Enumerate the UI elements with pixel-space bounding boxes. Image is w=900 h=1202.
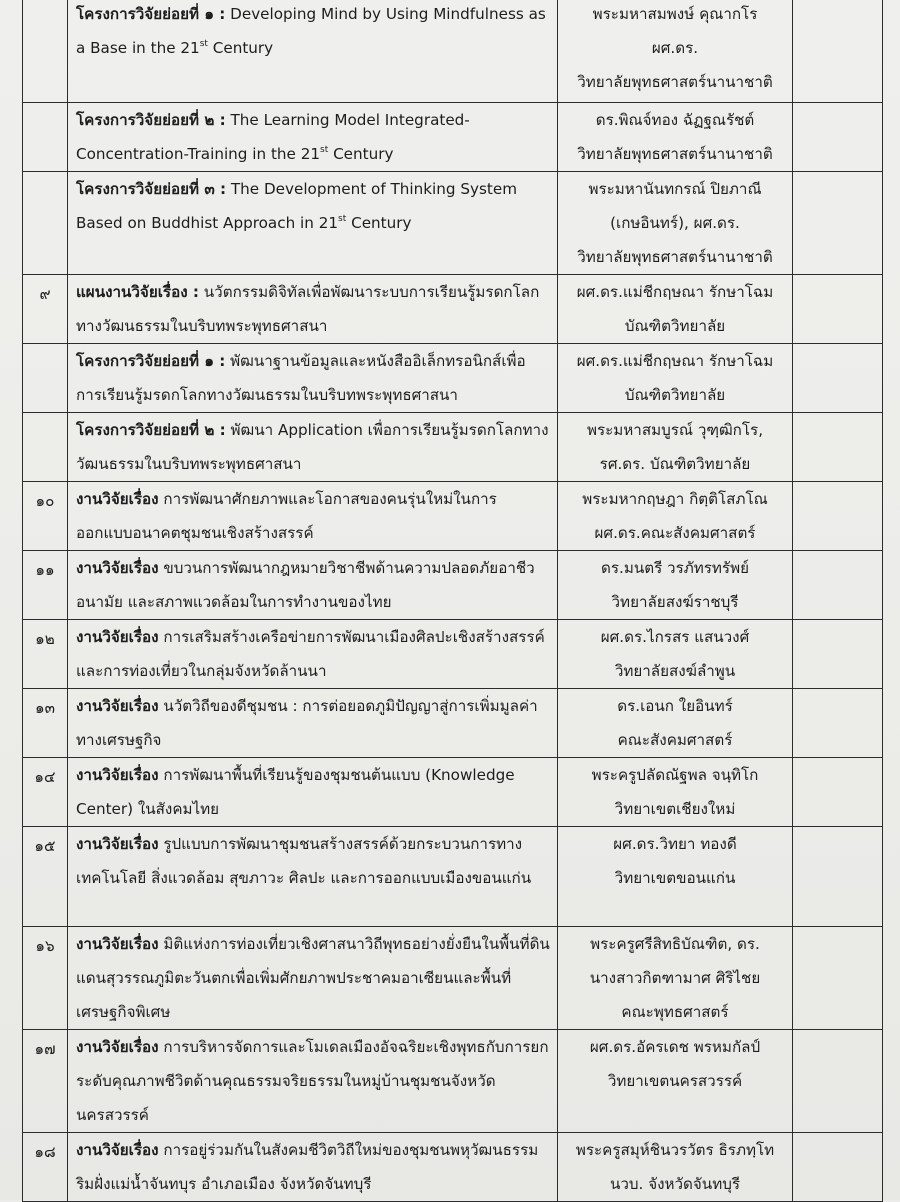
ordinal-superscript: st: [320, 145, 329, 155]
row-number: [23, 1133, 68, 1202]
project-title-text: พัฒนา Application เพื่อการเรียนรู้มรดกโลกทางวัฒนธรรมในบริบทพระพุทธศาสนา: [76, 421, 549, 473]
row-number-text: ๑๗: [34, 1040, 56, 1058]
researcher-line: พระมหากฤษฎา กิตฺติโสภโณ: [582, 490, 768, 508]
empty-cell: [793, 689, 883, 758]
table-row: [23, 551, 883, 620]
row-number: [23, 482, 68, 551]
project-label: งานวิจัยเรื่อง: [76, 628, 159, 646]
researcher-cell: [558, 551, 793, 620]
project-title-suffix: Century: [207, 39, 274, 57]
researcher-cell: [558, 103, 793, 172]
project-title: [68, 413, 558, 482]
researcher-cell: [558, 1133, 793, 1202]
empty-cell: [793, 827, 883, 927]
row-number: [23, 344, 68, 413]
project-title-text: นวัตกรรมดิจิทัลเพื่อพัฒนาระบบการเรียนรู้มรดกโลกทางวัฒนธรรมในบริบทพระพุทธศาสนา: [76, 283, 540, 335]
project-label: งานวิจัยเรื่อง: [76, 697, 159, 715]
project-title: [68, 758, 558, 827]
row-number: [23, 758, 68, 827]
researcher-line: วิทยาเขตเชียงใหม่: [614, 800, 736, 818]
researcher-line: ผศ.ดร.แม่ชีกฤษณา รักษาโฉม: [576, 352, 774, 370]
project-title: [68, 689, 558, 758]
empty-cell: [793, 172, 883, 275]
row-number: [23, 103, 68, 172]
project-title: [68, 1133, 558, 1202]
empty-cell: [793, 1030, 883, 1133]
row-number-text: ๑๓: [34, 699, 56, 717]
row-number: [23, 689, 68, 758]
project-label: งานวิจัยเรื่อง: [76, 490, 159, 508]
table-row: [23, 0, 883, 103]
table-row: [23, 482, 883, 551]
row-number: [23, 275, 68, 344]
row-number: [23, 1030, 68, 1133]
researcher-cell: [558, 0, 793, 103]
researcher-cell: [558, 689, 793, 758]
researcher-line: บัณฑิตวิทยาลัย: [624, 386, 726, 404]
researcher-line: ดร.พิณจ์ทอง ฉัฏฐณรัชต์: [595, 111, 755, 129]
researcher-cell: [558, 927, 793, 1030]
research-table: [22, 0, 883, 1202]
project-label: แผนงานวิจัยเรื่อง :: [76, 283, 199, 301]
researcher-cell: [558, 275, 793, 344]
empty-cell: [793, 1133, 883, 1202]
table-row: [23, 1030, 883, 1133]
empty-cell: [793, 758, 883, 827]
project-title-text: การพัฒนาพื้นที่เรียนรู้ของชุมชนต้นแบบ (Knowledge Center) ในสังคมไทย: [76, 766, 515, 818]
project-title-text: พัฒนาฐานข้อมูลและหนังสืออิเล็กทรอนิกส์เพื่อการเรียนรู้มรดกโลกทางวัฒนธรรมในบริบทพระพุทธศาสนา: [76, 352, 526, 404]
row-number-text: ๑๖: [35, 937, 55, 955]
project-title: [68, 827, 558, 927]
researcher-cell: [558, 413, 793, 482]
researcher-line: นางสาวกิตฑามาศ ศิริไชย: [589, 969, 761, 987]
researcher-cell: [558, 1030, 793, 1133]
table-row: [23, 620, 883, 689]
table-row: [23, 103, 883, 172]
researcher-line: พระครูปลัดณัฐพล จนฺทิโก: [591, 766, 759, 784]
empty-cell: [793, 927, 883, 1030]
row-number-text: ๙: [39, 285, 51, 303]
researcher-line: วิทยาลัยสงฆ์ราชบุรี: [611, 593, 739, 611]
row-number-text: [23, 172, 67, 174]
project-label: โครงการวิจัยย่อยที่ ๒ :: [76, 421, 226, 439]
row-number: [23, 0, 68, 103]
table-row: [23, 344, 883, 413]
row-number-text: ๑๘: [34, 1143, 56, 1161]
researcher-line: (เกษอินทร์), ผศ.ดร.: [610, 214, 740, 232]
row-number-text: [23, 413, 67, 415]
project-label: งานวิจัยเรื่อง: [76, 1141, 159, 1159]
project-title-text: ขบวนการพัฒนากฎหมายวิชาชีพด้านความปลอดภัยอาชีวอนามัย และสภาพแวดล้อมในการทำงานของไทย: [76, 559, 535, 611]
project-title-text: การบริหารจัดการและโมเดลเมืองอัจฉริยะเชิงพุทธกับการยกระดับคุณภาพชีวิตด้านคุณธรรมจริยธรรมในหมู่บ้านชุมชนจังหวัดนครสวรรค์: [76, 1038, 549, 1124]
row-number: [23, 927, 68, 1030]
empty-cell: [793, 344, 883, 413]
row-number-text: ๑๔: [34, 768, 56, 786]
row-number-text: ๑๕: [34, 837, 56, 855]
researcher-line: บัณฑิตวิทยาลัย: [624, 317, 726, 335]
project-label: งานวิจัยเรื่อง: [76, 835, 159, 853]
researcher-line: พระมหานันทกรณ์ ปิยภาณี: [588, 180, 762, 198]
project-label: งานวิจัยเรื่อง: [76, 1038, 159, 1056]
project-title-text: การเสริมสร้างเครือข่ายการพัฒนาเมืองศิลปะเชิงสร้างสรรค์และการท่องเที่ยวในกลุ่มจังหวัดล้านนา: [76, 628, 545, 680]
researcher-line: วิทยาลัยพุทธศาสตร์นานาชาติ: [577, 145, 773, 163]
researcher-line: ผศ.ดร.แม่ชีกฤษณา รักษาโฉม: [576, 283, 774, 301]
project-title: [68, 275, 558, 344]
researcher-line: พระมหาสมบูรณ์ วุฑฺฒิกโร,: [586, 421, 764, 439]
researcher-line: นวบ. จังหวัดจันทบุรี: [609, 1175, 740, 1193]
project-label: โครงการวิจัยย่อยที่ ๓ :: [76, 180, 227, 198]
project-title: [68, 620, 558, 689]
researcher-line: ผศ.ดร.คณะสังคมศาสตร์: [594, 524, 756, 542]
table-row: [23, 275, 883, 344]
empty-cell: [793, 551, 883, 620]
project-title-text: มิติแห่งการท่องเที่ยวเชิงศาสนาวิถีพุทธอย่างยั่งยืนในพื้นที่ดินแดนสุวรรณภูมิตะวันตกเพื่อเพิ่มศักยภาพประชาคมอาเซียนและพื้นที่เศรษฐกิจพิเศษ: [76, 935, 550, 1021]
project-title: [68, 482, 558, 551]
project-label: งานวิจัยเรื่อง: [76, 766, 159, 784]
empty-cell: [793, 413, 883, 482]
project-title: [68, 172, 558, 275]
project-label: โครงการวิจัยย่อยที่ ๑ :: [76, 5, 226, 23]
researcher-cell: [558, 758, 793, 827]
project-title-text: นวัตวิถีของดีชุมชน : การต่อยอดภูมิปัญญาสู่การเพิ่มมูลค่าทางเศรษฐกิจ: [76, 697, 538, 749]
row-number-text: [23, 344, 67, 346]
table-row: [23, 1133, 883, 1202]
empty-cell: [793, 275, 883, 344]
row-number: [23, 827, 68, 927]
table-row: [23, 758, 883, 827]
table-row: [23, 413, 883, 482]
empty-cell: [793, 620, 883, 689]
table-row: [23, 172, 883, 275]
empty-cell: [793, 103, 883, 172]
researcher-cell: [558, 620, 793, 689]
researcher-line: ผศ.ดร.วิทยา ทองดี: [613, 835, 737, 853]
project-title-text: การพัฒนาศักยภาพและโอกาสของคนรุ่นใหม่ในการออกแบบอนาคตชุมชนเชิงสร้างสรรค์: [76, 490, 497, 542]
project-title-text: การอยู่ร่วมกันในสังคมชีวิตวิถีใหม่ของชุมชนพหุวัฒนธรรมริมฝั่งแม่น้ำจันทบุร อำเภอเมือง จังหวัดจันทบุรี: [76, 1141, 539, 1193]
row-number: [23, 551, 68, 620]
project-label: โครงการวิจัยย่อยที่ ๑ :: [76, 352, 226, 370]
project-title-text: Developing Mind by Using Mindfulness as a Base in the 21: [76, 5, 546, 57]
researcher-line: คณะพุทธศาสตร์: [621, 1003, 729, 1021]
researcher-line: ผศ.ดร.: [651, 39, 699, 57]
researcher-cell: [558, 482, 793, 551]
researcher-line: ดร.เอนก ใยอินทร์: [617, 697, 733, 715]
row-number-text: ๑๒: [35, 630, 55, 648]
researcher-line: พระครูสมุห์ชินวรวัตร ธิรภทฺโท: [575, 1141, 775, 1159]
researcher-line: วิทยาลัยสงฆ์ลำพูน: [614, 662, 736, 680]
project-title-suffix: Century: [328, 145, 394, 163]
researcher-cell: [558, 827, 793, 927]
table-row: [23, 689, 883, 758]
project-title-text: The Learning Model Integrated-Concentration-Training in the 21: [76, 111, 470, 163]
researcher-line: พระครูศรีสิทธิบัณฑิต, ดร.: [590, 935, 760, 953]
table-row: [23, 827, 883, 927]
researcher-line: ผศ.ดร.ไกรสร แสนวงศ์: [600, 628, 750, 646]
project-title-suffix: Century: [346, 214, 412, 232]
row-number: [23, 413, 68, 482]
project-title: [68, 344, 558, 413]
project-title: [68, 0, 558, 103]
project-title-text: The Development of Thinking System Based on Buddhist Approach in 21: [76, 180, 517, 232]
ordinal-superscript: st: [338, 214, 347, 224]
project-label: งานวิจัยเรื่อง: [76, 935, 159, 953]
project-title: [68, 927, 558, 1030]
researcher-line: วิทยาเขตนครสวรรค์: [607, 1072, 743, 1090]
researcher-line: คณะสังคมศาสตร์: [617, 731, 733, 749]
researcher-line: ผศ.ดร.อัครเดช พรหมกัลป์: [589, 1038, 761, 1056]
table-row: [23, 927, 883, 1030]
row-number-text: [23, 103, 67, 105]
row-number: [23, 172, 68, 275]
researcher-line: รศ.ดร. บัณฑิตวิทยาลัย: [599, 455, 751, 473]
project-title: [68, 551, 558, 620]
row-number-text: ๑๑: [35, 561, 55, 579]
researcher-line: ดร.มนตรี วรภัทรทรัพย์: [600, 559, 750, 577]
project-title-text: รูปแบบการพัฒนาชุมชนสร้างสรรค์ด้วยกระบวนการทางเทคโนโลยี สิ่งแวดล้อม สุขภาวะ ศิลปะ และการออกแบบเมืองขอนแก่น: [76, 835, 532, 887]
project-title: [68, 103, 558, 172]
project-label: งานวิจัยเรื่อง: [76, 559, 159, 577]
ordinal-superscript: st: [199, 39, 208, 49]
empty-cell: [793, 0, 883, 103]
empty-cell: [793, 482, 883, 551]
researcher-line: พระมหาสมพงษ์ คุณากโร: [592, 5, 758, 23]
row-number-text: ๑๐: [35, 492, 55, 510]
researcher-cell: [558, 172, 793, 275]
researcher-line: วิทยาลัยพุทธศาสตร์นานาชาติ: [577, 73, 773, 91]
project-label: โครงการวิจัยย่อยที่ ๒ :: [76, 111, 226, 129]
row-number: [23, 620, 68, 689]
researcher-line: วิทยาเขตขอนแก่น: [614, 869, 736, 887]
researcher-line: วิทยาลัยพุทธศาสตร์นานาชาติ: [577, 248, 773, 266]
project-title: [68, 1030, 558, 1133]
researcher-cell: [558, 344, 793, 413]
